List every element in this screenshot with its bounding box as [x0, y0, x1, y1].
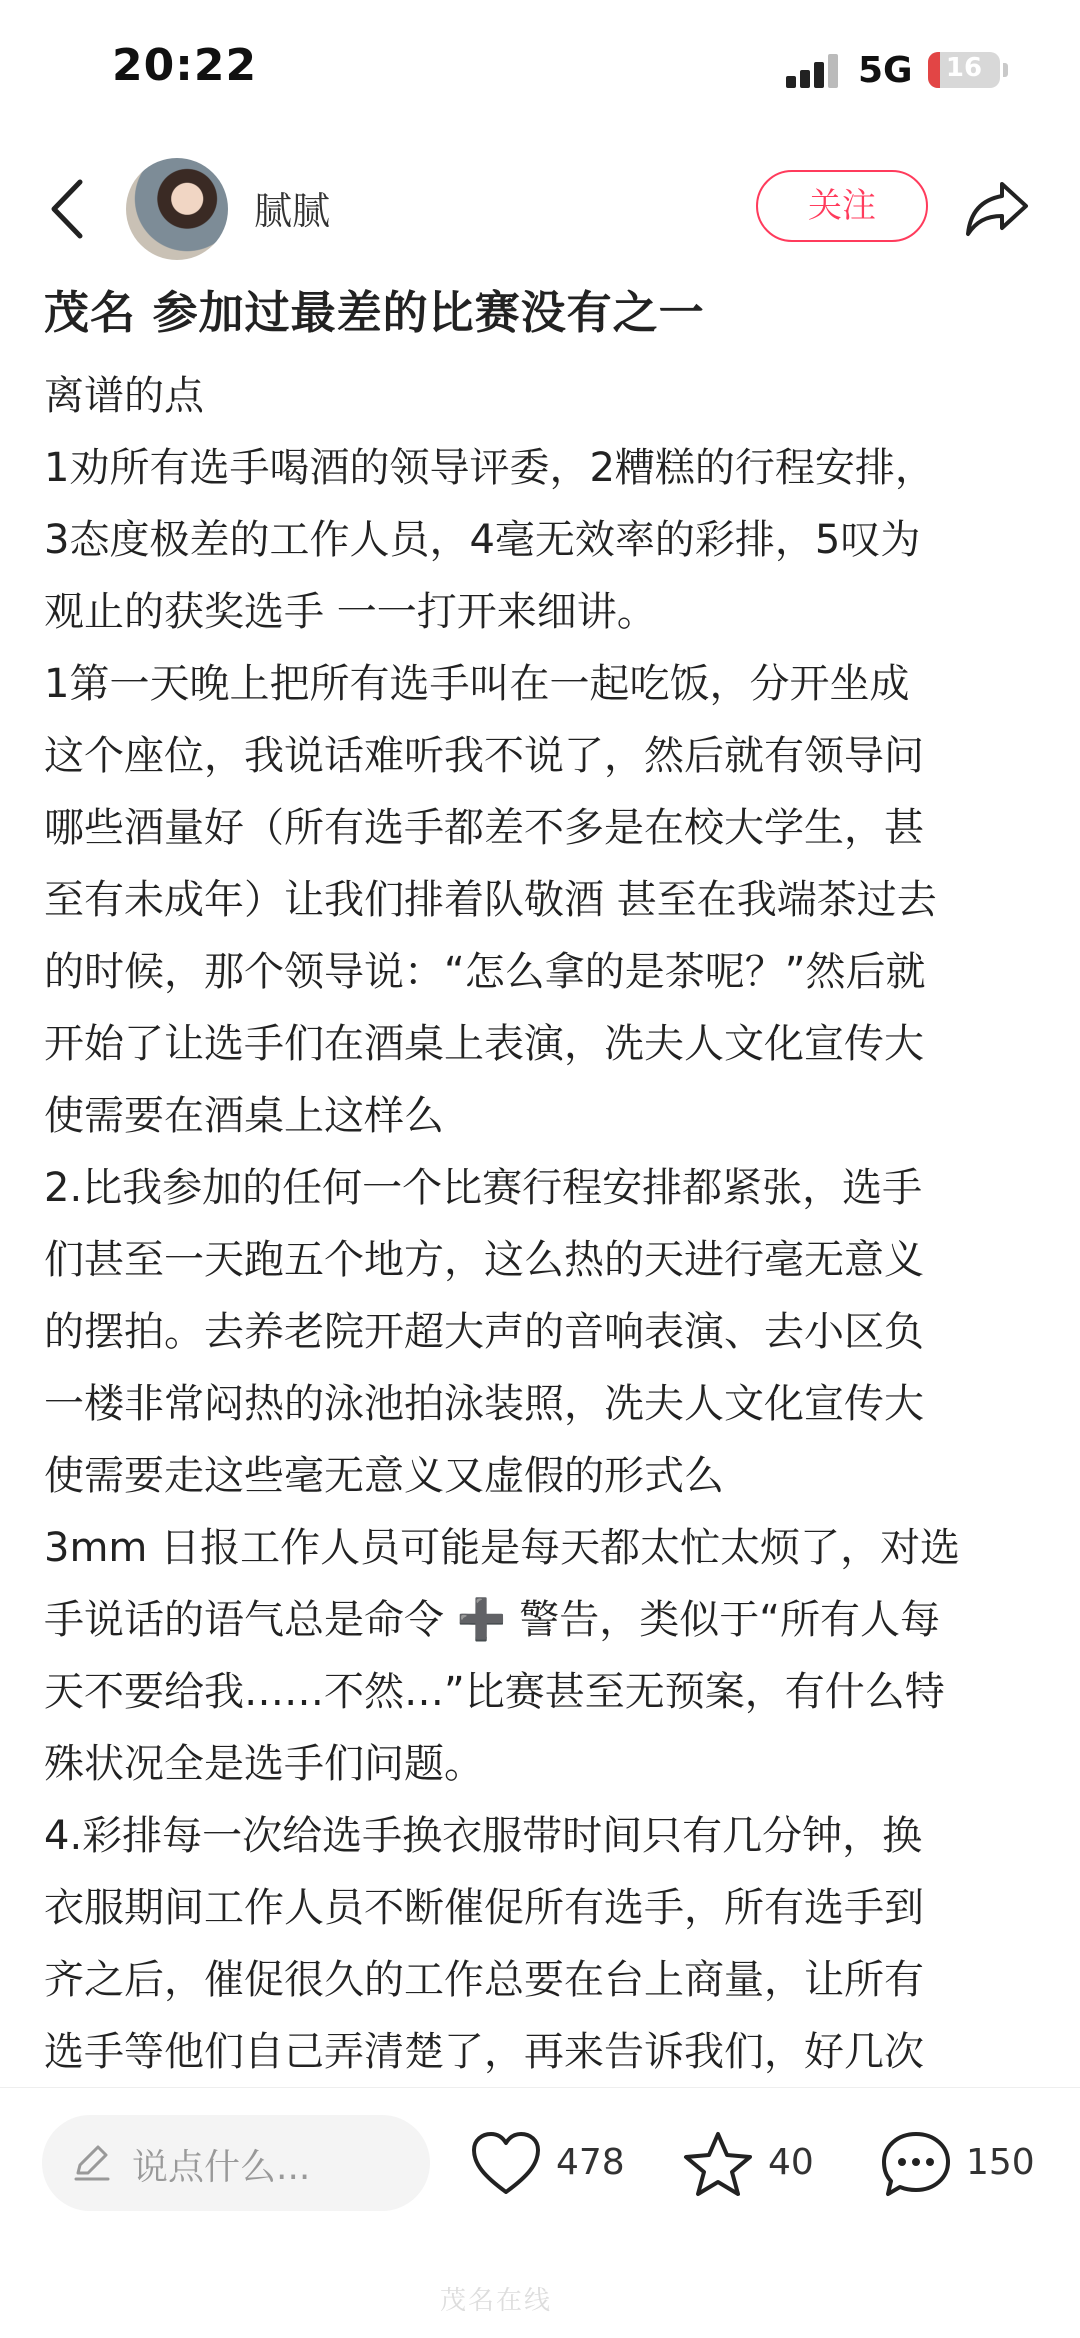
post-line: 3mm 日报工作人员可能是每天都太忙太烦了，对选 — [44, 1525, 961, 1571]
bottom-action-bar — [0, 2087, 1080, 2338]
post-title: 茂名 参加过最差的比赛没有之一 — [44, 286, 705, 339]
comment-input[interactable] — [42, 2115, 430, 2211]
post-line: 这个座位，我说话难听我不说了，然后就有领导问 — [44, 733, 924, 779]
post-line: 一楼非常闷热的泳池拍泳装照，冼夫人文化宣传大 — [44, 1381, 924, 1427]
post-line: 至有未成年）让我们排着队敬酒 甚至在我端茶过去 — [44, 877, 937, 923]
post-line: 使需要在酒桌上这样么 — [44, 1093, 444, 1139]
post-line: 3态度极差的工作人员，4毫无效率的彩排，5叹为 — [44, 517, 921, 563]
favorite-button[interactable] — [682, 2126, 822, 2202]
post-header — [0, 150, 1080, 270]
post-line: 们甚至一天跑五个地方，这么热的天进行毫无意义 — [44, 1237, 924, 1283]
post-line: 2.比我参加的任何一个比赛行程安排都紧张，选手 — [44, 1165, 923, 1211]
post-line: 1第一天晚上把所有选手叫在一起吃饭，分开坐成 — [44, 661, 910, 707]
battery-cap — [1003, 63, 1008, 77]
heart-icon — [470, 2130, 542, 2196]
back-icon[interactable] — [44, 176, 94, 242]
watermark: 茂名在线 — [440, 2286, 553, 2316]
status-time: 20:22 — [112, 40, 258, 91]
battery-icon — [928, 52, 1000, 88]
post-line: 齐之后，催促很久的工作总要在台上商量，让所有 — [44, 1957, 924, 2003]
like-count: 478 — [556, 2142, 625, 2183]
signal-icon — [786, 52, 842, 88]
post-line: 1劝所有选手喝酒的领导评委，2糟糕的行程安排， — [44, 445, 935, 491]
post-line: 哪些酒量好（所有选手都差不多是在校大学生，甚 — [44, 805, 924, 851]
post-line: 手说话的语气总是命令 ➕ 警告，类似于“所有人每 — [44, 1597, 940, 1643]
follow-button[interactable]: 关注 — [756, 170, 928, 242]
post-line: 观止的获奖选手 一一打开来细讲。 — [44, 589, 657, 635]
battery-level: 16 — [945, 53, 983, 83]
post-line: 4.彩排每一次给选手换衣服带时间只有几分钟，换 — [44, 1813, 923, 1859]
post-body — [44, 360, 1040, 2088]
post-line: 离谱的点 — [44, 373, 204, 419]
comment-count: 150 — [966, 2142, 1035, 2183]
post-line: 衣服期间工作人员不断催促所有选手，所有选手到 — [44, 1885, 924, 1931]
status-bar — [0, 0, 1080, 140]
post-line: 的时候，那个领导说：“怎么拿的是茶呢？”然后就 — [44, 949, 926, 995]
post-line: 开始了让选手们在酒桌上表演，冼夫人文化宣传大 — [44, 1021, 924, 1067]
post-line: 的摆拍。去养老院开超大声的音响表演、去小区负 — [44, 1309, 924, 1355]
comment-bubble-icon — [880, 2130, 952, 2198]
pencil-icon — [72, 2143, 112, 2183]
comment-placeholder: 说点什么... — [132, 2147, 311, 2188]
share-icon[interactable] — [964, 176, 1030, 242]
avatar[interactable] — [126, 158, 228, 260]
comment-button[interactable] — [880, 2126, 1040, 2202]
star-icon — [682, 2130, 754, 2198]
post-line: 天不要给我……不然…”比赛甚至无预案，有什么特 — [44, 1669, 945, 1715]
favorite-count: 40 — [768, 2142, 814, 2183]
post-line: 选手等他们自己弄清楚了，再来告诉我们，好几次 — [44, 2029, 924, 2075]
network-type: 5G — [858, 50, 913, 91]
like-button[interactable] — [470, 2126, 630, 2202]
author-name[interactable]: 腻腻 — [254, 189, 331, 233]
post-line: 使需要走这些毫无意义又虚假的形式么 — [44, 1453, 724, 1499]
post-line: 殊状况全是选手们问题。 — [44, 1741, 484, 1787]
